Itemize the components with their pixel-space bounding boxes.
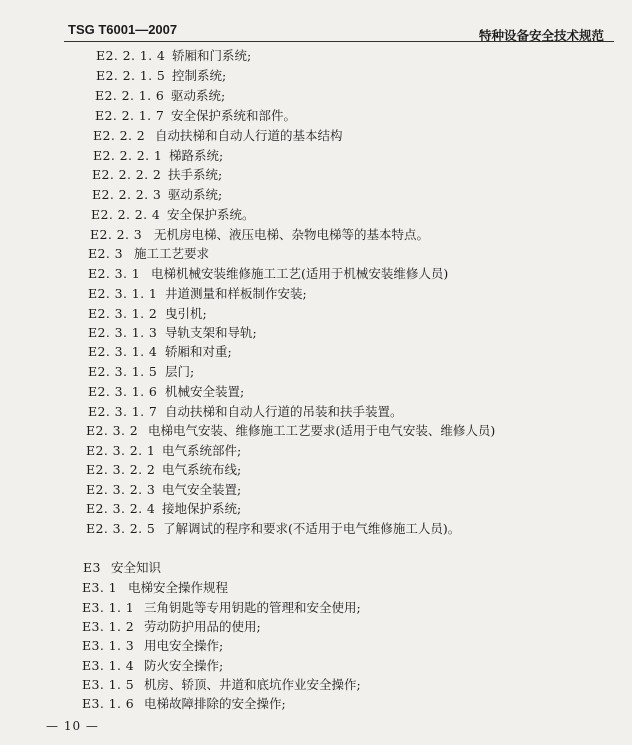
clause-number: E2. 3. 1	[88, 266, 141, 281]
clause-number: E2. 2. 3	[90, 227, 143, 242]
clause-number: E2. 2. 2. 4	[91, 207, 161, 222]
clause-text: 梯路系统;	[169, 148, 224, 163]
clause-line	[92, 187, 222, 203]
clause-number: E2. 3. 1. 2	[88, 306, 158, 321]
clause-text: 导轨支架和导轨;	[165, 325, 257, 340]
clause-line	[88, 246, 209, 262]
clause-number: E2. 2. 1. 4	[96, 48, 166, 63]
header-rule	[64, 41, 614, 42]
clause-line	[86, 482, 241, 498]
clause-line	[82, 658, 223, 674]
clause-number: E2. 3. 1. 6	[88, 384, 158, 399]
clause-line	[91, 207, 255, 223]
clause-number: E3. 1. 4	[82, 658, 135, 673]
clause-text: 机房、轿顶、井道和底坑作业安全操作;	[144, 677, 361, 692]
clause-line	[82, 619, 261, 635]
clause-number: E3. 1. 1	[82, 600, 135, 615]
clause-number: E2. 2. 2. 1	[93, 148, 163, 163]
clause-number: E3. 1. 3	[82, 638, 135, 653]
clause-line	[92, 167, 222, 183]
clause-line	[82, 600, 361, 616]
clause-number: E2. 3. 2. 4	[86, 501, 156, 516]
clause-line	[88, 344, 232, 360]
clause-text: 施工工艺要求	[134, 246, 210, 261]
clause-number: E3. 1	[82, 580, 117, 595]
clause-line	[88, 364, 194, 380]
clause-text: 电气系统部件;	[162, 443, 242, 458]
clause-line	[95, 108, 296, 124]
clause-text: 层门;	[165, 364, 195, 379]
clause-text: 安全保护系统。	[167, 207, 255, 222]
clause-line	[95, 88, 225, 104]
clause-number: E2. 3. 2. 3	[86, 482, 156, 497]
clause-text: 控制系统;	[172, 68, 227, 83]
clause-line	[88, 384, 244, 400]
clause-text: 轿厢和门系统;	[172, 48, 252, 63]
clause-line	[86, 443, 241, 459]
clause-number: E2. 2. 1. 7	[95, 108, 165, 123]
clause-line	[82, 677, 361, 693]
doc-code: TSG T6001—2007	[68, 22, 178, 37]
clause-text: 电梯故障排除的安全操作;	[144, 696, 286, 711]
clause-text: 电梯电气安装、维修施工工艺要求(适用于电气安装、维修人员)	[148, 423, 496, 438]
clause-number: E3. 1. 2	[82, 619, 135, 634]
clause-text: 自动扶梯和自动人行道的基本结构	[155, 128, 343, 143]
page-number: — 10 —	[46, 719, 99, 733]
clause-line	[88, 306, 207, 322]
clause-line	[86, 462, 241, 478]
clause-line	[88, 325, 257, 341]
clause-line	[93, 128, 343, 144]
clause-text: 电梯机械安装维修施工工艺(适用于机械安装维修人员)	[151, 266, 449, 281]
clause-text: 劳动防护用品的使用;	[144, 619, 261, 634]
clause-number: E2. 3. 1. 1	[88, 286, 158, 301]
clause-line	[90, 227, 429, 243]
clause-line	[88, 266, 448, 282]
clause-line	[86, 501, 241, 517]
clause-text: 扶手系统;	[168, 167, 223, 182]
clause-text: 电气安全装置;	[162, 482, 242, 497]
clause-line	[82, 638, 223, 654]
clause-text: 机械安全装置;	[165, 384, 245, 399]
clause-number: E2. 3. 2. 1	[86, 443, 156, 458]
clause-number: E2. 3. 2. 5	[86, 521, 156, 536]
clause-number: E2. 3. 1. 3	[88, 325, 158, 340]
clause-text: 轿厢和对重;	[165, 344, 232, 359]
clause-number: E3. 1. 6	[82, 696, 135, 711]
clause-text: 防火安全操作;	[144, 658, 224, 673]
clause-text: 自动扶梯和自动人行道的吊装和扶手装置。	[165, 404, 403, 419]
clause-line	[96, 68, 226, 84]
clause-number: E2. 2. 1. 5	[96, 68, 166, 83]
clause-text: 曳引机;	[165, 306, 207, 321]
series-title: 特种设备安全技术规范	[478, 28, 604, 43]
clause-text: 电气系统布线;	[162, 462, 242, 477]
clause-number: E2. 3. 2. 2	[86, 462, 156, 477]
clause-line	[86, 521, 460, 537]
clause-number: E2. 3. 1. 7	[88, 404, 158, 419]
clause-line	[93, 148, 223, 164]
clause-text: 井道测量和样板制作安装;	[165, 286, 307, 301]
clause-number: E2. 3	[88, 246, 123, 261]
clause-line	[88, 404, 403, 420]
clause-text: 驱动系统;	[168, 187, 223, 202]
clause-number: E2. 2. 1. 6	[95, 88, 165, 103]
clause-number: E3. 1. 5	[82, 677, 135, 692]
clause-number: E2. 2. 2	[93, 128, 146, 143]
clause-text: 安全知识	[111, 560, 162, 575]
clause-text: 电梯安全操作规程	[128, 580, 229, 595]
clause-line	[96, 48, 251, 64]
clause-number: E2. 2. 2. 2	[92, 167, 162, 182]
clause-line	[88, 286, 307, 302]
clause-line	[86, 423, 495, 439]
clause-text: 了解调试的程序和要求(不适用于电气维修施工人员)。	[163, 521, 461, 536]
clause-text: 用电安全操作;	[144, 638, 224, 653]
clause-line	[82, 580, 228, 596]
clause-number: E2. 3. 1. 4	[88, 344, 158, 359]
clause-text: 三角钥匙等专用钥匙的管理和安全使用;	[144, 600, 361, 615]
clause-text: 驱动系统;	[171, 88, 226, 103]
clause-number: E3	[83, 560, 101, 575]
clause-number: E2. 3. 1. 5	[88, 364, 158, 379]
clause-number: E2. 2. 2. 3	[92, 187, 162, 202]
clause-text: 安全保护系统和部件。	[171, 108, 297, 123]
clause-text: 无机房电梯、液压电梯、杂物电梯等的基本特点。	[154, 227, 430, 242]
clause-number: E2. 3. 2	[86, 423, 139, 438]
clause-line	[82, 696, 286, 712]
clause-text: 接地保护系统;	[162, 501, 242, 516]
clause-line	[83, 560, 161, 576]
